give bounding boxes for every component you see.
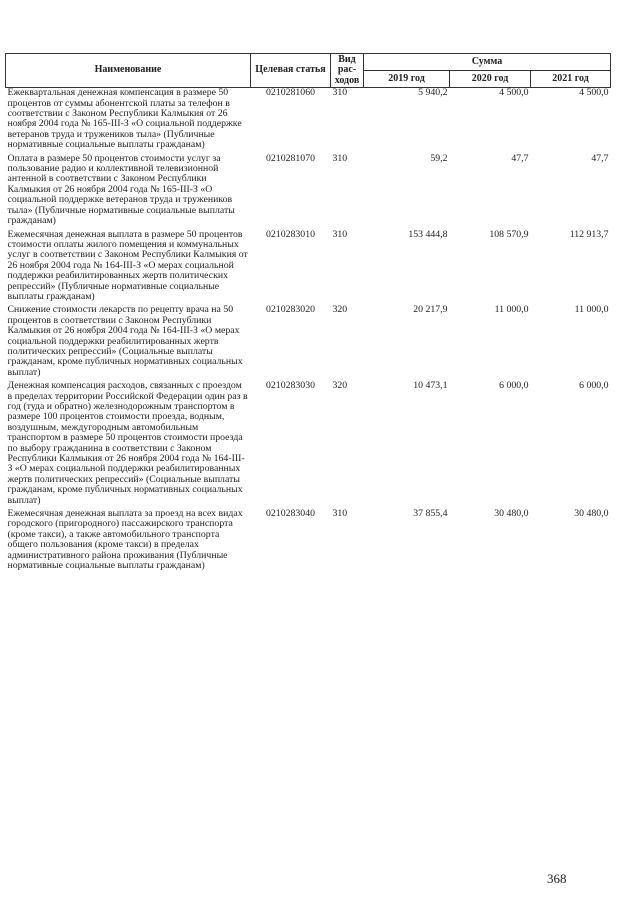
header-row-top: [6, 54, 611, 71]
row-code: 0210283030: [266, 380, 315, 392]
header-sum: Сумма: [364, 54, 611, 71]
row-2019: 59,2: [430, 152, 448, 164]
header-code: Целевая статья: [251, 54, 331, 88]
row-vid: 310: [332, 508, 348, 520]
table-row: [6, 509, 611, 574]
row-code: 0210281060: [266, 87, 315, 99]
row-2021: 11 000,0: [574, 304, 609, 316]
row-2020: 6 000,0: [499, 380, 529, 392]
row-2019: 37 855,4: [413, 508, 448, 520]
row-2020: 30 480,0: [494, 508, 529, 520]
table-row: [6, 154, 611, 230]
row-2021: 4 500,0: [579, 87, 609, 99]
row-name: Снижение стоимости лекарств по рецепту врача на 50 процентов в соответствии с Законом Республики Калмыкия от 26 ноября 2004 года № 164-III-З «О мерах социальной поддержки реабилитированных жертв политических репрессий» (Социальные выплаты гражданам, кроме публичных нормативных социальных выплат): [7, 304, 243, 378]
row-2021: 6 000,0: [579, 380, 609, 392]
header-2020: 2020 год: [450, 71, 531, 88]
row-name: Ежемесячная денежная выплата за проезд на всех видах городского (пригородного) пассажирского транспорта (кроме такси), а также автомобильного транспорта общего пользования (кроме такси) в пределах административного района проживания (Публичные нормативные социальные выплаты гражданам): [7, 508, 243, 572]
row-name: Ежемесячная денежная выплата в размере 50 процентов стоимости оплаты жилого помещения и коммунальных услуг в соответствии с Законом Республики Калмыкия от 26 ноября 2004 года № 164-III-З «О мерах социальной поддержки реабилитированных жертв политических репрессий» (Публичные нормативные социальные выплаты гражданам): [7, 228, 248, 302]
row-vid: 320: [332, 304, 348, 316]
row-code: 0210281070: [266, 152, 315, 164]
header-vid: Вид рас-ходов: [331, 54, 364, 88]
row-vid: 310: [332, 152, 348, 164]
row-vid: 310: [332, 87, 348, 99]
row-2020: 108 570,9: [489, 228, 529, 240]
row-2020: 4 500,0: [499, 87, 529, 99]
row-code: 0210283010: [266, 228, 315, 240]
row-name: Оплата в размере 50 процентов стоимости услуг за пользование радио и коллективной телевизионной антенной в соответствии с Законом Республики Калмыкия от 26 ноября 2004 года № 165-III-З «О социальной поддержке ветеранов труда и тружеников тыла» (Публичные нормативные социальные выплаты гражданам): [7, 152, 235, 227]
budget-table: [5, 53, 611, 575]
table-row: [6, 381, 611, 509]
row-2020: 11 000,0: [494, 304, 529, 316]
row-name: Денежная компенсация расходов, связанных с проездом в пределах территории Российской Федерации один раз в год (туда и обратно) железнодорожным транспортом в размере 100 процентов стоимости проезда, водным, воздушным, междугородным автомобильным транспортом в размере 50 процентов стоимости проезда по выбору гражданина в соответствии с Законом Республики Калмыкия от 26 ноября 2004 года № 164-III-З «О мерах социальной поддержки реабилитированных жертв политических репрессий» (Социальные выплаты гражданам, кроме публичных нормативных социальных выплат): [7, 380, 248, 506]
row-2019: 20 217,9: [413, 304, 448, 316]
row-2019: 5 940,2: [418, 87, 448, 99]
row-2021: 47,7: [591, 152, 609, 164]
header-2021: 2021 год: [531, 71, 611, 88]
table-row: [6, 230, 611, 306]
table-row: [6, 305, 611, 381]
table-row: [6, 88, 611, 154]
header-name: Наименование: [6, 54, 251, 88]
page-number: 368: [547, 871, 567, 886]
row-code: 0210283040: [266, 508, 315, 520]
row-2020: 47,7: [511, 152, 529, 164]
row-name: Ежеквартальная денежная компенсация в размере 50 процентов от суммы абонентской платы за телефон в соответствии с Законом Республики Калмыкия от 26 ноября 2004 года № 165-III-З «О социальной поддержке ветеранов труда и тружеников тыла» (Публичные нормативные социальные выплаты гражданам): [7, 87, 242, 151]
row-vid: 320: [332, 380, 348, 392]
row-2021: 112 913,7: [569, 228, 609, 240]
row-2019: 10 473,1: [413, 380, 448, 392]
row-2019: 153 444,8: [408, 228, 448, 240]
row-code: 0210283020: [266, 304, 315, 316]
header-2019: 2019 год: [364, 71, 450, 88]
row-2021: 30 480,0: [574, 508, 609, 520]
row-vid: 310: [332, 228, 348, 240]
